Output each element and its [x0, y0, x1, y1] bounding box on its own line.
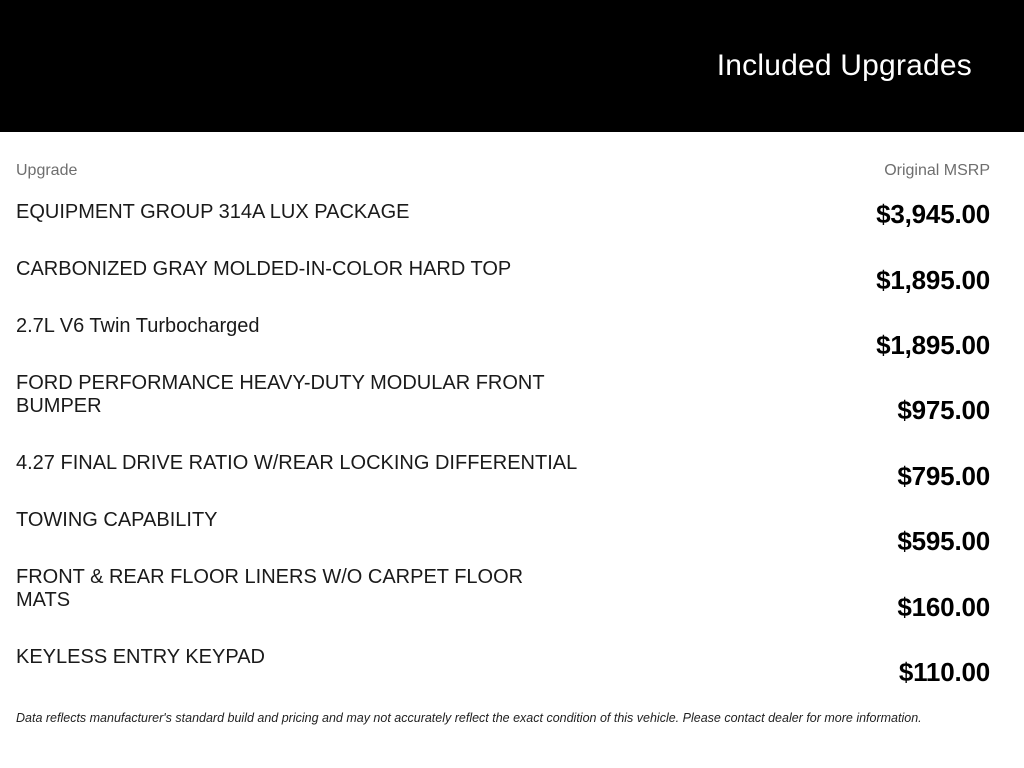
table-header-row: [16, 162, 990, 180]
upgrades-table: [16, 180, 990, 705]
upgrade-name: CARBONIZED GRAY MOLDED-IN-COLOR HARD TOP: [16, 258, 512, 280]
upgrade-name: FRONT & REAR FLOOR LINERS W/O CARPET FLOOR MATS: [16, 566, 524, 611]
upgrade-price: $1,895.00: [876, 329, 990, 360]
upgrade-names-column: [16, 180, 840, 669]
upgrade-price: $1,895.00: [876, 264, 990, 295]
upgrade-name: FORD PERFORMANCE HEAVY-DUTY MODULAR FRONT BUMPER: [16, 372, 545, 417]
upgrade-name: 4.27 FINAL DRIVE RATIO W/REAR LOCKING DIFFERENTIAL: [16, 452, 578, 474]
disclaimer-text: Data reflects manufacturer's standard build and pricing and may not accurately reflect the exact condition of this vehicle. Please contact dealer for more information.: [16, 711, 922, 726]
upgrade-price: $3,945.00: [876, 199, 990, 230]
upgrade-price: $595.00: [897, 526, 990, 557]
upgrade-price: $110.00: [898, 656, 990, 687]
upgrade-prices-column: [840, 180, 990, 705]
page-title: Included Upgrades: [716, 49, 972, 82]
header-banner: [0, 0, 1024, 132]
upgrade-name: TOWING CAPABILITY: [16, 509, 218, 531]
column-header-upgrade: Upgrade: [16, 162, 78, 179]
upgrade-name: KEYLESS ENTRY KEYPAD: [16, 646, 265, 668]
upgrade-price: $160.00: [897, 591, 990, 622]
upgrades-content: [0, 162, 1024, 726]
upgrade-name: 2.7L V6 Twin Turbocharged: [16, 315, 260, 337]
upgrade-name: EQUIPMENT GROUP 314A LUX PACKAGE: [16, 201, 410, 223]
column-header-msrp: Original MSRP: [884, 162, 990, 179]
upgrade-price: $975.00: [897, 395, 990, 426]
upgrade-price: $795.00: [897, 460, 990, 491]
